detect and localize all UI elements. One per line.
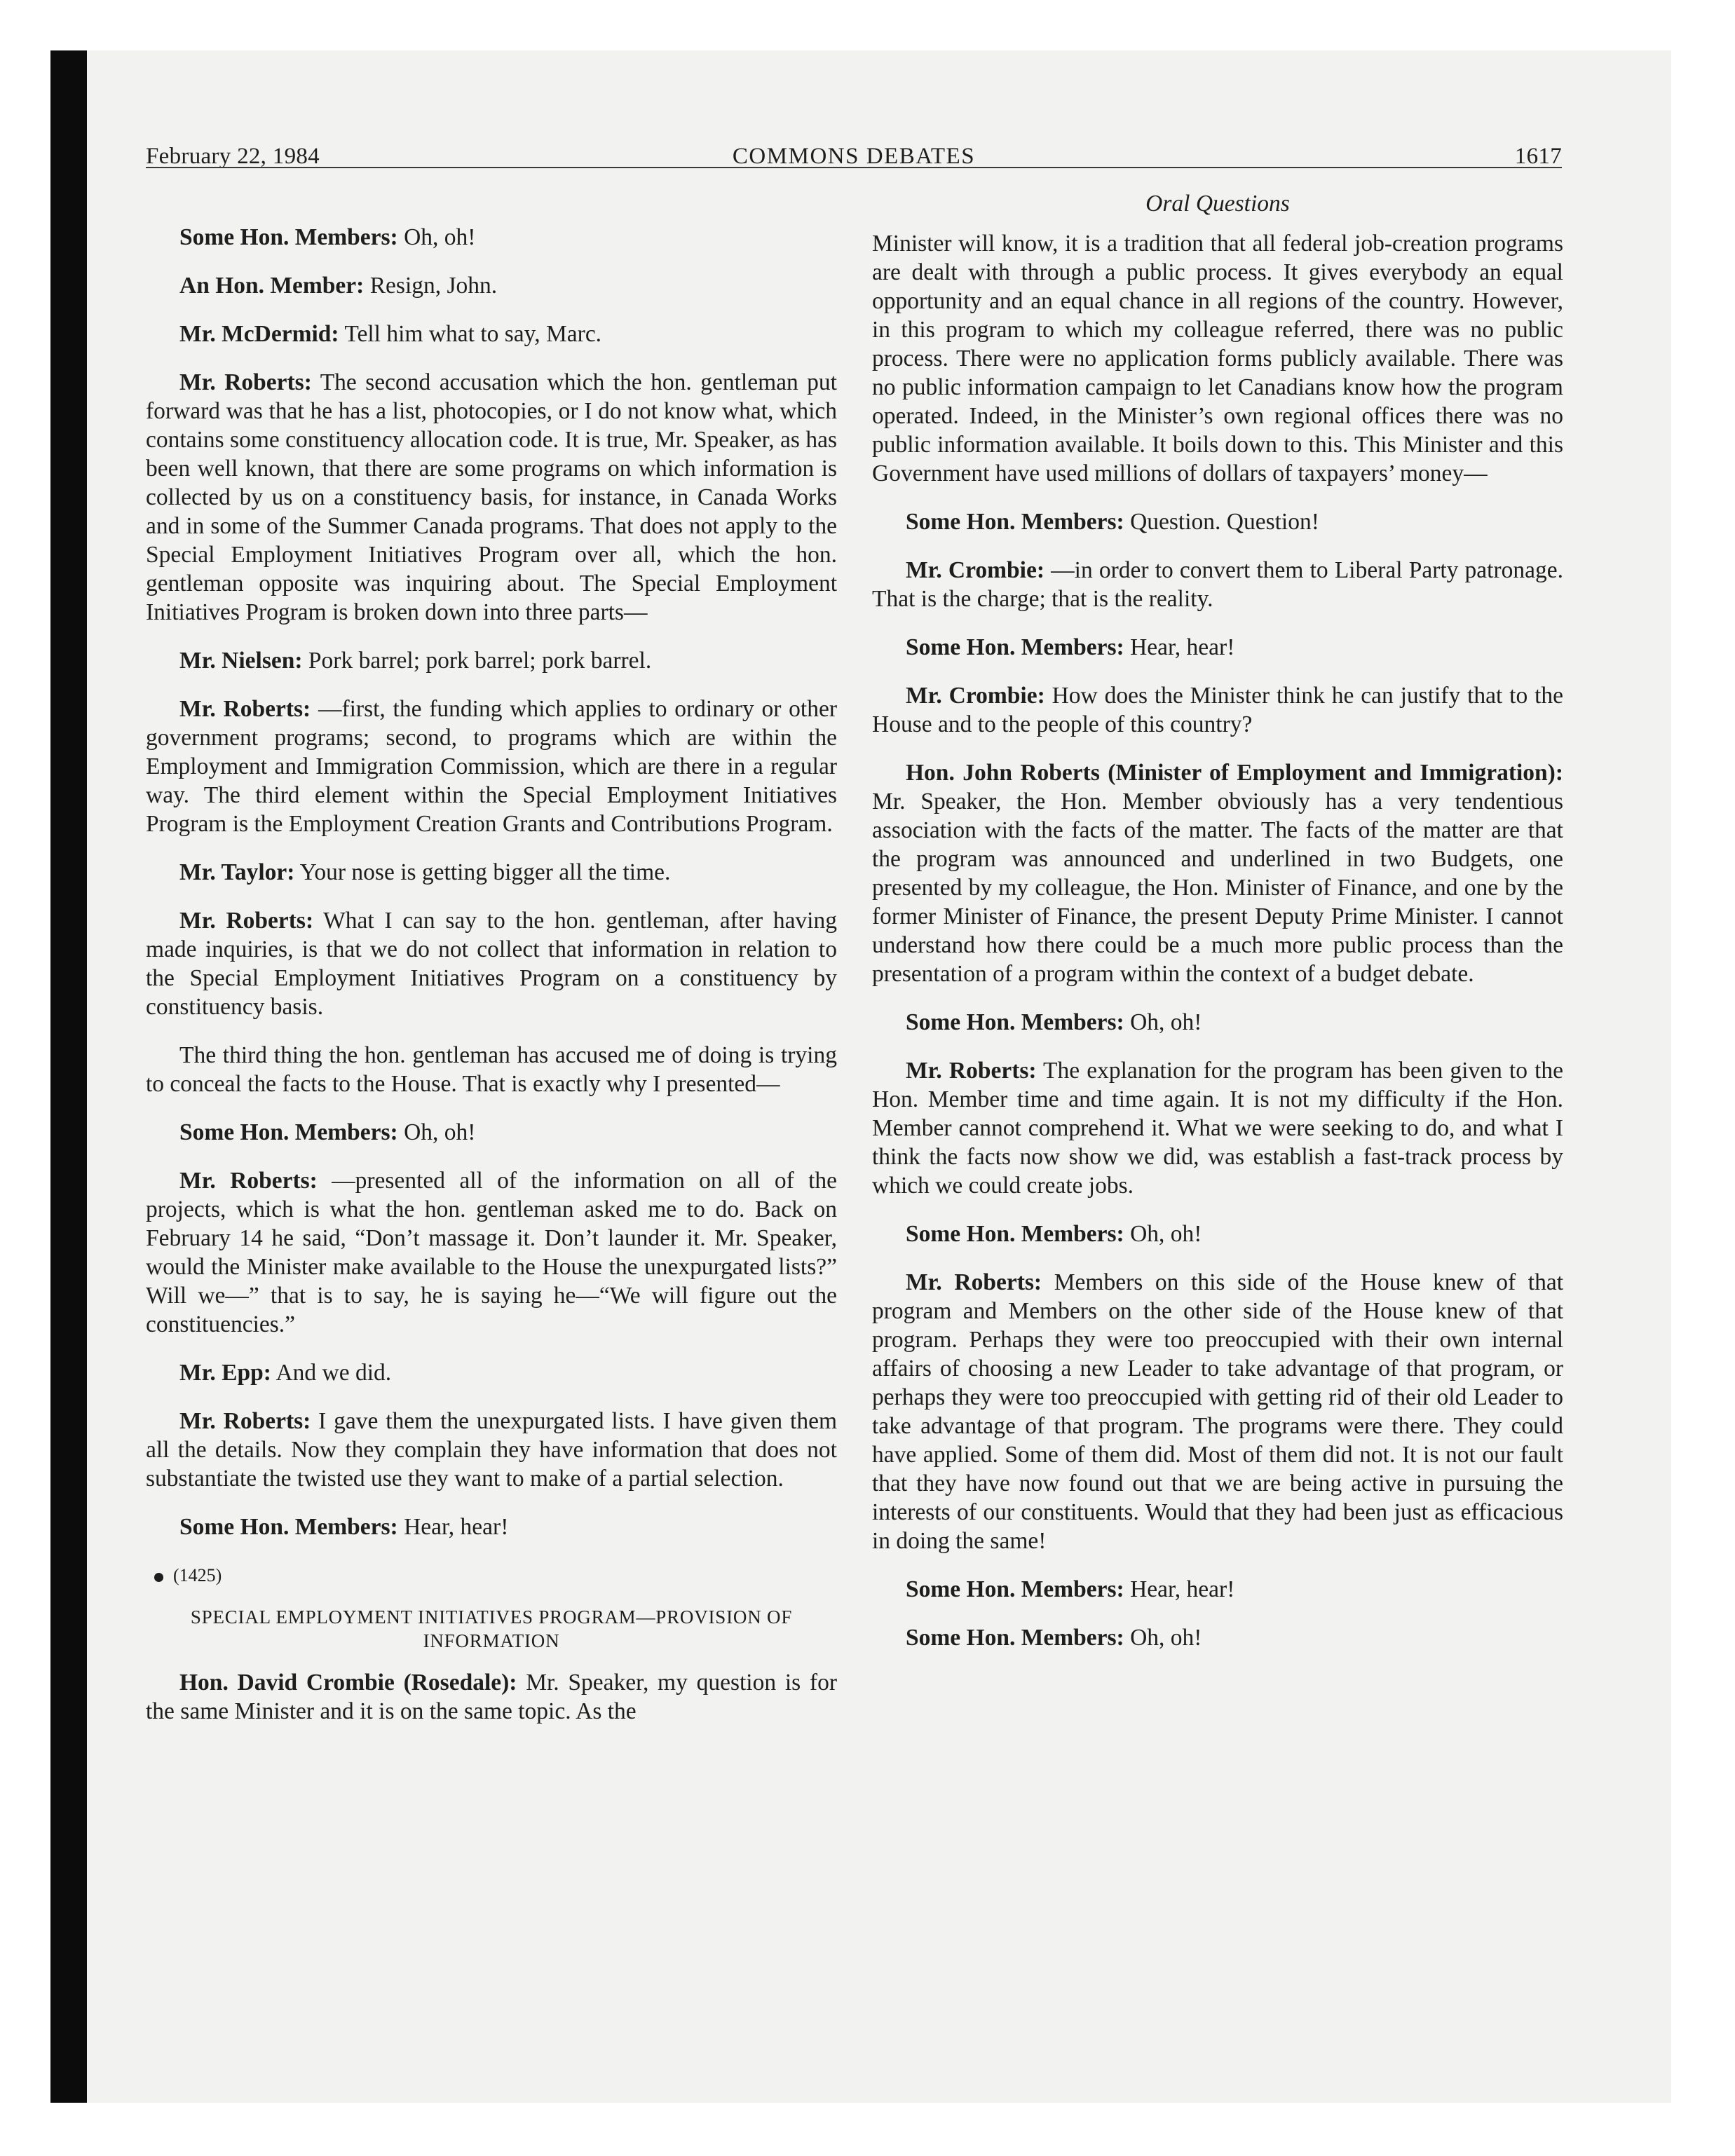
speech-paragraph: [146, 858, 837, 887]
page-number: 1617: [1514, 144, 1562, 169]
right-column: [872, 189, 1563, 1672]
speech-paragraph: [872, 556, 1563, 613]
speaker-name: Mr. Epp:: [179, 1360, 271, 1386]
speaker-name: Hon. David Crombie (Rosedale):: [179, 1670, 517, 1696]
speech-paragraph: [146, 1118, 837, 1147]
speaker-name: Mr. Roberts:: [179, 908, 314, 934]
speech-paragraph: [872, 1623, 1563, 1652]
section-heading: SPECIAL EMPLOYMENT INITIATIVES PROGRAM—PROVISION OF INFORMATION: [190, 1606, 793, 1651]
speech-text: Oh, oh!: [404, 1119, 476, 1145]
time-marker-text: (1425): [173, 1565, 222, 1585]
speech-text: Mr. Speaker, my question is for the same Minister and it is on the same topic. As the: [146, 1670, 837, 1724]
running-head: Oral Questions: [1145, 191, 1290, 217]
speech-text: Hear, hear!: [404, 1514, 509, 1540]
header-title: COMMONS DEBATES: [732, 144, 976, 169]
speech-paragraph: [146, 320, 837, 348]
speech-paragraph: [146, 1668, 837, 1726]
speaker-name: Mr. Roberts:: [179, 696, 311, 722]
speech-paragraph: [146, 906, 837, 1021]
speaker-name: Mr. Taylor:: [179, 859, 295, 885]
speech-text: Oh, oh!: [1130, 1009, 1202, 1035]
speaker-name: Some Hon. Members:: [906, 509, 1124, 535]
speech-paragraph: [146, 646, 837, 675]
speech-paragraph: [872, 1268, 1563, 1555]
speaker-name: Mr. Nielsen:: [179, 648, 303, 674]
speaker-name: Mr. Roberts:: [179, 1408, 311, 1434]
speech-paragraph: [872, 633, 1563, 662]
speech-text: What I can say to the hon. gentleman, after having made inquiries, is that we do not collect that information in relation to the Special Employment Initiatives Program on a constituency by constituency basis.: [146, 908, 837, 1020]
speech-paragraph: [146, 695, 837, 838]
speech-paragraph: [146, 368, 837, 627]
header-date: February 22, 1984: [146, 144, 320, 169]
speech-paragraph: [872, 1575, 1563, 1604]
speech-paragraph: [146, 1407, 837, 1493]
speaker-name: Some Hon. Members:: [906, 634, 1124, 660]
speech-paragraph: [872, 1056, 1563, 1200]
speech-text: Tell him what to say, Marc.: [344, 321, 602, 347]
speech-text: Resign, John.: [369, 273, 498, 299]
left-column-speeches: [146, 223, 837, 1541]
speech-paragraph: [146, 1166, 837, 1339]
speech-paragraph: [872, 681, 1563, 739]
speech-text: Oh, oh!: [404, 224, 476, 250]
speech-text: Your nose is getting bigger all the time.: [299, 859, 671, 885]
speech-paragraph: [872, 1220, 1563, 1248]
speech-paragraph: [872, 1008, 1563, 1037]
speaker-name: Some Hon. Members:: [179, 1514, 398, 1540]
left-column: [146, 223, 837, 1745]
speech-text: Hear, hear!: [1130, 1576, 1235, 1602]
speech-text: Pork barrel; pork barrel; pork barrel.: [308, 648, 652, 674]
speech-text: —first, the funding which applies to ordinary or other government programs; second, to programs which are within the Employment and Immigration Commission, which are there in a regular way. The third element within the Special Employment Initiatives Program is the Employment Creation Grants and Contributions Program.: [146, 696, 838, 837]
speaker-name: Some Hon. Members:: [179, 224, 398, 250]
speech-text: The explanation for the program has been given to the Hon. Member time and time again. It is not my difficulty if the Hon. Member cannot comprehend it. What we were seeking to do, and what I think the facts now show we did, was establish a fast-track process by which we could create jobs.: [872, 1058, 1564, 1199]
speaker-name: Some Hon. Members:: [179, 1119, 398, 1145]
bullet-icon: [154, 1573, 163, 1582]
speech-text: And we did.: [275, 1360, 392, 1386]
speaker-name: Some Hon. Members:: [906, 1576, 1124, 1602]
speech-paragraph: [872, 758, 1563, 988]
speaker-name: Mr. Roberts:: [179, 369, 312, 395]
speaker-name: Mr. Crombie:: [906, 683, 1045, 709]
speech-paragraph: [146, 1513, 837, 1541]
speaker-name: Some Hon. Members:: [906, 1221, 1124, 1247]
speech-paragraph: [872, 229, 1563, 488]
speech-paragraph: [146, 223, 837, 252]
speech-text: How does the Minister think he can justify that to the House and to the people of this country?: [872, 683, 1564, 737]
speech-text: —in order to convert them to Liberal Party patronage. That is the charge; that is the reality.: [872, 557, 1564, 612]
speaker-name: Mr. Roberts:: [906, 1269, 1042, 1295]
speaker-name: Mr. Roberts:: [906, 1058, 1037, 1084]
right-column-speeches: [872, 229, 1563, 1652]
speaker-name: Some Hon. Members:: [906, 1625, 1124, 1651]
speech-text: Oh, oh!: [1130, 1625, 1202, 1651]
speech-paragraph: [146, 1041, 837, 1098]
scan-border: [50, 50, 87, 2103]
speaker-name: Some Hon. Members:: [906, 1009, 1124, 1035]
speech-text: I gave them the unexpurgated lists. I have given them all the details. Now they complain they have information that does not substantiate the twisted use they want to make of a partial selection.: [146, 1408, 838, 1492]
time-marker: [154, 1561, 837, 1590]
speech-paragraph: [872, 507, 1563, 536]
speech-text: Members on this side of the House knew of that program and Members on the other side of the House knew of that program. Perhaps they were too preoccupied with their own internal affairs of choosing a new Leader to take advantage of that program, or perhaps they were too preoccupied with getting rid of their old Leader to take advantage of that program. The programs were there. They could have applied. Some of them did. Most of them did not. It is not our fault that they have now found out that we are being active in pursuing the interests of our constituents. Would that they had been just as efficacious in doing the same!: [872, 1269, 1563, 1554]
speaker-name: Mr. Crombie:: [906, 557, 1045, 583]
speaker-name: Mr. Roberts:: [179, 1168, 318, 1194]
speech-text: Question. Question!: [1130, 509, 1319, 535]
speech-text: Hear, hear!: [1130, 634, 1235, 660]
speech-text: Oh, oh!: [1130, 1221, 1202, 1247]
speech-text: Minister will know, it is a tradition that all federal job-creation programs are dealt with through a public process. It gives everybody an equal opportunity and an equal chance in all regions of the country. However, in this program to which my colleague referred, there was no public process. There were no application forms publicly available. There was no public information campaign to let Canadians know how the program operated. Indeed, in the Minister’s own regional offices there was no public information available. It boils down to this. This Minister and this Government have used millions of dollars of taxpayers’ money—: [872, 231, 1563, 486]
speech-text: The third thing the hon. gentleman has accused me of doing is trying to conceal the facts to the House. That is exactly why I presented—: [146, 1042, 837, 1097]
speech-text: Mr. Speaker, the Hon. Member obviously has a very tendentious association with the facts of the matter. The facts of the matter are that the program was announced and underlined in two Budgets, one presented by my colleague, the Hon. Minister of Finance, and one by the former Minister of Finance, the present Deputy Prime Minister. I cannot understand how there could be a much more public process than the presentation of a program within the context of a budget debate.: [872, 789, 1563, 987]
page-header: [146, 133, 1562, 170]
speech-text: —presented all of the information on all of the projects, which is what the hon. gentleman asked me to do. Back on February 14 he said, “Don’t massage it. Don’t launder it. Mr. Speaker, would the Minister make available to the House the unexpurgated lists?” Will we—” that is to say, he is saying he—“We will figure out the constituencies.”: [146, 1168, 838, 1337]
speech-paragraph: [146, 1358, 837, 1387]
speaker-name: Mr. McDermid:: [179, 321, 339, 347]
speech-text: The second accusation which the hon. gentleman put forward was that he has a list, photocopies, or I do not know what, which contains some constituency allocation code. It is true, Mr. Speaker, as has been well known, that there are some programs on which information is collected by us on a constituency basis, for instance, in Canada Works and in some of the Summer Canada programs. That does not apply to the Special Employment Initiatives Program over all, which the hon. gentleman opposite was inquiring about. The Special Employment Initiatives Program is broken down into three parts—: [146, 369, 837, 625]
left-column-speeches-after-heading: [146, 1668, 837, 1726]
speaker-name: Hon. John Roberts (Minister of Employment and Immigration):: [906, 760, 1563, 786]
speech-paragraph: [146, 271, 837, 300]
speaker-name: An Hon. Member:: [179, 273, 365, 299]
header-rule: [146, 167, 1562, 168]
